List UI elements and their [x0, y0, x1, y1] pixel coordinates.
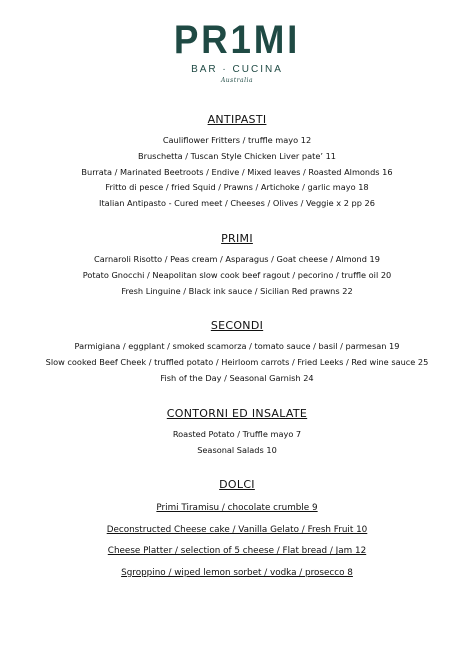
section-title: CONTORNI ED INSALATE — [166, 406, 308, 420]
section-dolci — [0, 478, 474, 584]
menu-item: Fresh Linguine / Black ink sauce / Sicilian Red prawns 22 — [121, 285, 353, 296]
menu-item: Deconstructed Cheese cake / Vanilla Gelato / Fresh Fruit 10 — [106, 524, 368, 535]
menu-item: Fritto di pesce / fried Squid / Prawns / Artichoke / garlic mayo 18 — [105, 182, 369, 193]
section-title: DOLCI — [219, 478, 255, 492]
menu-item: Cauliflower Fritters / truffle mayo 12 — [162, 135, 312, 145]
logo-subtitle: BAR · CUCINA — [191, 64, 283, 75]
restaurant-logo — [0, 18, 474, 84]
menu-body — [0, 113, 474, 604]
section-title: ANTIPASTI — [207, 113, 267, 126]
menu-item: Sgroppino / wiped lemon sorbet / vodka / prosecco 8 — [121, 567, 353, 578]
section-secondi — [0, 319, 474, 386]
menu-item: Primi Tiramisu / chocolate crumble 9 — [156, 503, 318, 514]
menu-item: Cheese Platter / selection of 5 cheese / Flat bread / Jam 12 — [107, 546, 367, 557]
menu-item: Bruschetta / Tuscan Style Chicken Liver pate’ 11 — [138, 150, 336, 161]
section-title: SECONDI — [210, 319, 264, 333]
menu-item: Parmigiana / eggplant / smoked scamorza / tomato sauce / basil / parmesan 19 — [74, 341, 400, 352]
menu-item: Seasonal Salads 10 — [197, 444, 277, 455]
menu-item: Italian Antipasto - Cured meet / Cheeses / Olives / Veggie x 2 pp 26 — [99, 198, 375, 209]
section-title: PRIMI — [221, 231, 253, 245]
menu-item: Potato Gnocchi / Neapolitan slow cook beef ragout / pecorino / truffle oil 20 — [82, 269, 392, 280]
menu-item: Carnaroli Risotto / Peas cream / Asparagus / Goat cheese / Almond 19 — [94, 253, 380, 264]
menu-item: Fish of the Day / Seasonal Garnish 24 — [160, 372, 314, 383]
section-contorni — [0, 407, 474, 459]
section-antipasti — [0, 113, 474, 212]
menu-item: Slow cooked Beef Cheek / truffled potato / Heirloom carrots / Fried Leeks / Red wine sauce 25 — [45, 357, 429, 368]
section-primi — [0, 232, 474, 299]
logo-name: PR1MI — [173, 18, 301, 62]
menu-item: Roasted Potato / Truffle mayo 7 — [172, 428, 302, 439]
menu-item: Burrata / Marinated Beetroots / Endive / Mixed leaves / Roasted Almonds 16 — [81, 166, 393, 177]
logo-script: Australia — [220, 77, 254, 84]
